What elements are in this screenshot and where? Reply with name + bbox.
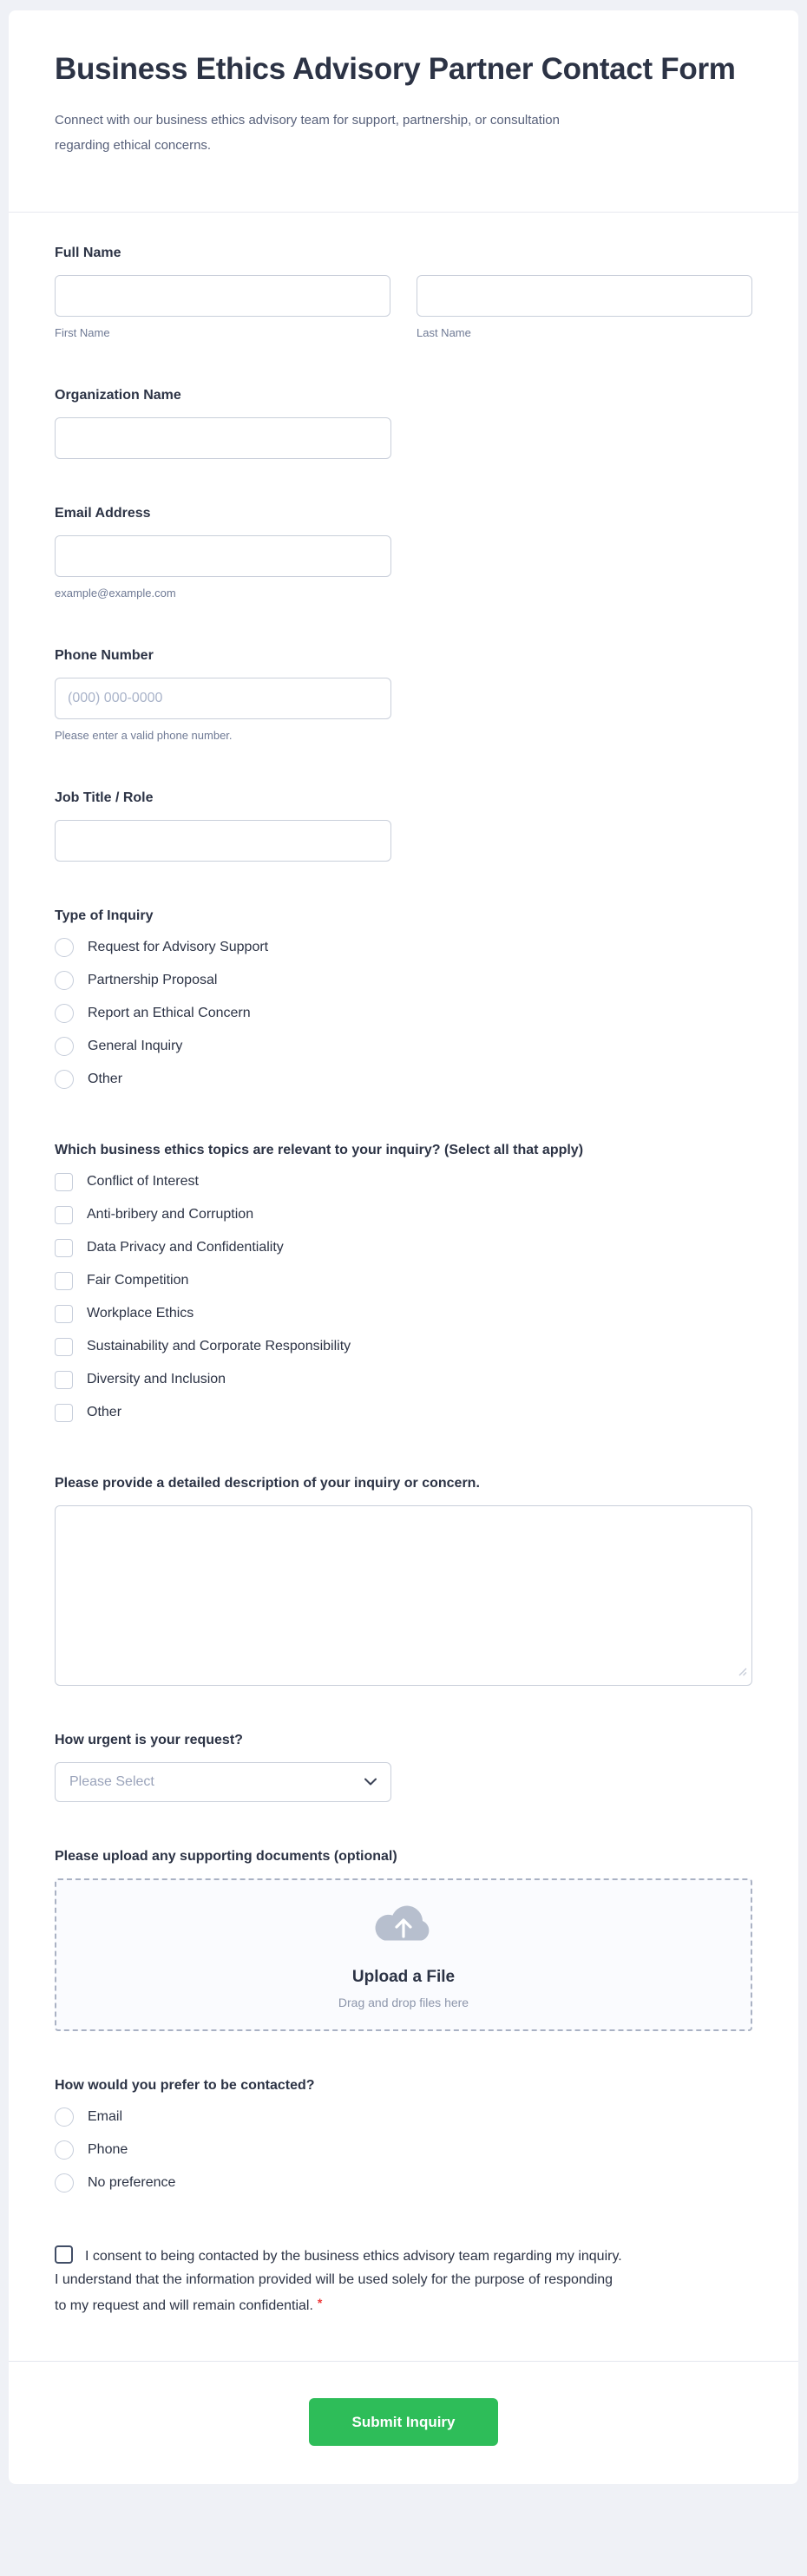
urgency-label: How urgent is your request? <box>55 1733 243 1747</box>
required-star: * <box>317 2296 323 2310</box>
upload-label: Please upload any supporting documents (optional) <box>55 1849 397 1864</box>
first-name-input[interactable] <box>55 275 390 317</box>
description-label: Please provide a detailed description of your inquiry or concern. <box>55 1476 480 1491</box>
form-body <box>9 213 798 2361</box>
radio-icon[interactable] <box>55 2140 74 2160</box>
job-title-label: Job Title / Role <box>55 790 154 805</box>
topic-option-workplace-ethics[interactable] <box>55 1304 752 1323</box>
consent-checkbox[interactable] <box>55 2245 73 2264</box>
consent-text: I consent to being contacted by the business ethics advisory team regarding my inquiry. I understand that the information provided will be used solely for the purpose of responding to my request and will remain confidential. <box>55 2249 622 2313</box>
full-name-row <box>55 275 752 341</box>
checkbox-icon[interactable] <box>55 1404 73 1422</box>
radio-icon[interactable] <box>55 1004 74 1023</box>
field-inquiry-type <box>55 907 752 1089</box>
description-textarea-wrap <box>55 1505 752 1686</box>
inquiry-option-general-inquiry[interactable] <box>55 1037 752 1056</box>
topic-option-other[interactable] <box>55 1403 752 1422</box>
topic-option-label: Conflict of Interest <box>87 1174 199 1189</box>
email-label: Email Address <box>55 506 151 521</box>
chevron-down-icon <box>364 1774 377 1790</box>
phone-input[interactable] <box>55 678 391 719</box>
field-contact-preference <box>55 2076 752 2193</box>
inquiry-type-label: Type of Inquiry <box>55 908 154 923</box>
topic-option-label: Data Privacy and Confidentiality <box>87 1240 284 1255</box>
inquiry-option-label: Other <box>88 1072 123 1086</box>
field-description <box>55 1474 752 1686</box>
radio-icon[interactable] <box>55 1037 74 1056</box>
topic-option-label: Fair Competition <box>87 1273 189 1288</box>
inquiry-option-other[interactable] <box>55 1070 752 1089</box>
topic-option-diversity-inclusion[interactable] <box>55 1370 752 1389</box>
contact-option-email[interactable] <box>55 2107 752 2127</box>
field-email <box>55 504 752 601</box>
topic-option-sustainability[interactable] <box>55 1337 752 1356</box>
field-organization <box>55 386 752 459</box>
last-name-input[interactable] <box>417 275 752 317</box>
radio-icon[interactable] <box>55 938 74 957</box>
topic-option-label: Diversity and Inclusion <box>87 1372 226 1386</box>
page-title: Business Ethics Advisory Partner Contact Form <box>55 52 736 86</box>
radio-icon[interactable] <box>55 971 74 990</box>
email-input[interactable] <box>55 535 391 577</box>
checkbox-icon[interactable] <box>55 1206 73 1224</box>
file-upload-dropzone[interactable] <box>55 1878 752 2031</box>
organization-label: Organization Name <box>55 388 181 403</box>
upload-cloud-icon <box>370 1901 437 1954</box>
checkbox-icon[interactable] <box>55 1173 73 1191</box>
contact-option-label: Phone <box>88 2142 128 2157</box>
contact-option-label: No preference <box>88 2175 176 2190</box>
topic-option-fair-competition[interactable] <box>55 1271 752 1290</box>
first-name-col <box>55 275 390 341</box>
field-phone <box>55 646 752 744</box>
contact-option-no-preference[interactable] <box>55 2173 752 2193</box>
submit-button[interactable]: Submit Inquiry <box>309 2398 498 2446</box>
contact-option-label: Email <box>88 2109 123 2124</box>
topic-option-label: Sustainability and Corporate Responsibility <box>87 1339 351 1354</box>
email-sublabel: example@example.com <box>55 587 176 600</box>
full-name-label: Full Name <box>55 246 121 260</box>
page-subtitle: Connect with our business ethics advisory team for support, partnership, or consultation regarding ethical concerns. <box>55 113 560 153</box>
urgency-select-value: Please Select <box>69 1774 154 1789</box>
description-textarea[interactable] <box>55 1505 752 1686</box>
inquiry-option-ethical-concern[interactable] <box>55 1004 752 1023</box>
field-full-name <box>55 244 752 341</box>
field-topics <box>55 1141 752 1422</box>
topic-option-label: Anti-bribery and Corruption <box>87 1207 254 1222</box>
radio-icon[interactable] <box>55 2107 74 2127</box>
radio-icon[interactable] <box>55 2173 74 2193</box>
radio-icon[interactable] <box>55 1070 74 1089</box>
checkbox-icon[interactable] <box>55 1371 73 1389</box>
first-name-sublabel: First Name <box>55 326 110 339</box>
field-job-title <box>55 789 752 862</box>
contact-option-phone[interactable] <box>55 2140 752 2160</box>
urgency-select[interactable] <box>55 1762 391 1802</box>
inquiry-option-label: Partnership Proposal <box>88 973 218 987</box>
checkbox-icon[interactable] <box>55 1272 73 1290</box>
inquiry-option-label: Report an Ethical Concern <box>88 1006 251 1020</box>
inquiry-option-label: Request for Advisory Support <box>88 940 269 954</box>
phone-sublabel: Please enter a valid phone number. <box>55 729 233 742</box>
topic-option-anti-bribery[interactable] <box>55 1205 752 1224</box>
field-consent <box>55 2245 627 2317</box>
organization-input[interactable] <box>55 417 391 459</box>
form-header <box>9 10 798 213</box>
form-card <box>9 10 798 2484</box>
topic-option-conflict-of-interest[interactable] <box>55 1172 752 1191</box>
submit-section <box>9 2361 798 2484</box>
topic-option-label: Workplace Ethics <box>87 1306 194 1321</box>
last-name-col <box>417 275 752 341</box>
topic-option-data-privacy[interactable] <box>55 1238 752 1257</box>
job-title-input[interactable] <box>55 820 391 862</box>
topic-option-label: Other <box>87 1405 122 1419</box>
field-upload <box>55 1847 752 2031</box>
contact-preference-label: How would you prefer to be contacted? <box>55 2078 315 2093</box>
topics-label: Which business ethics topics are relevant to your inquiry? (Select all that apply) <box>55 1143 584 1157</box>
checkbox-icon[interactable] <box>55 1239 73 1257</box>
checkbox-icon[interactable] <box>55 1338 73 1356</box>
checkbox-icon[interactable] <box>55 1305 73 1323</box>
inquiry-option-label: General Inquiry <box>88 1039 183 1053</box>
textarea-resize-icon[interactable] <box>738 1665 747 1681</box>
phone-label: Phone Number <box>55 648 154 663</box>
inquiry-option-advisory-support[interactable] <box>55 938 752 957</box>
field-urgency <box>55 1731 752 1802</box>
inquiry-option-partnership-proposal[interactable] <box>55 971 752 990</box>
last-name-sublabel: Last Name <box>417 326 471 339</box>
upload-button-text: Upload a File <box>351 1967 456 1986</box>
upload-hint: Drag and drop files here <box>338 1995 469 2009</box>
